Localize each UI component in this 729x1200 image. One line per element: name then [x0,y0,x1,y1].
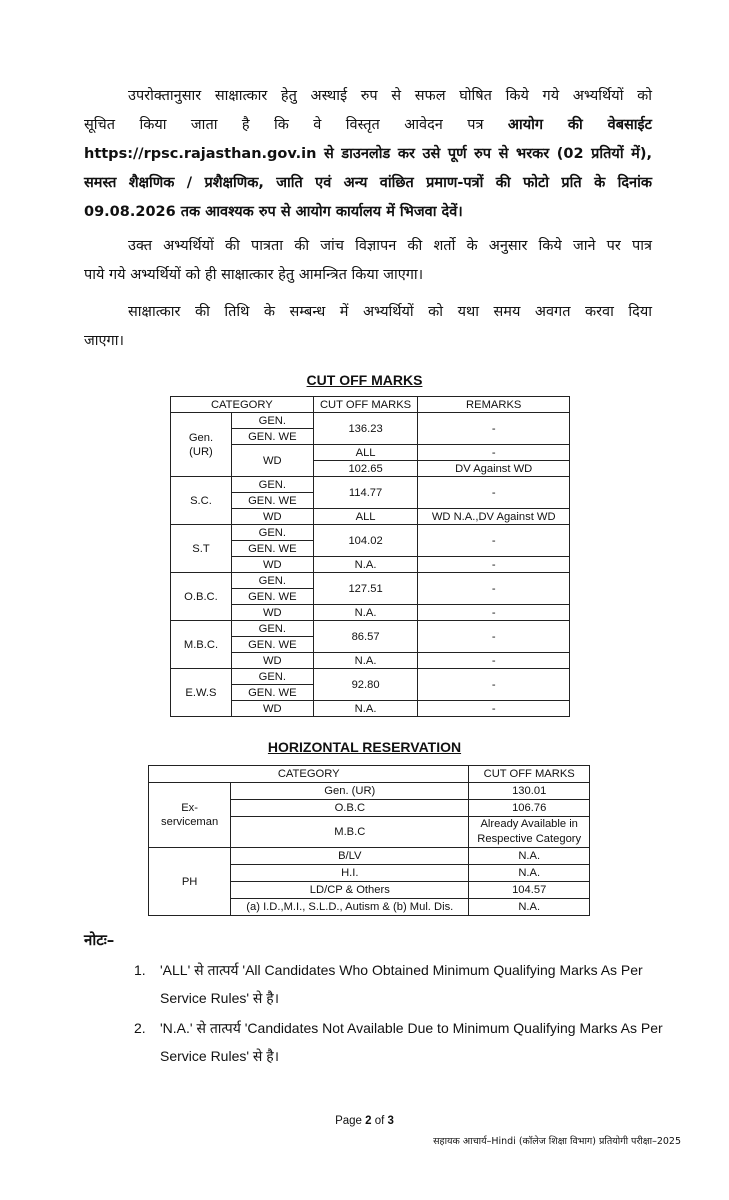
remark-cell: - [418,605,570,621]
table-row [149,848,590,865]
marks-cell: 92.80 [313,669,418,701]
para1-line3: https://rpsc.rajasthan.gov.in से डाउनलोड कर उसे पूर्ण रुप से भरकर (02 प्रतियों में), [84,146,652,162]
marks-cell: 130.01 [469,783,590,800]
category-name: O.B.C. [171,573,232,621]
remark-cell: WD N.A.,DV Against WD [418,509,570,525]
category-name: S.T [171,525,232,573]
subcategory: (a) I.D.,M.I., S.L.D., Autism & (b) Mul. Dis. [231,899,469,916]
subcategory: GEN. [231,477,313,493]
subcategory: LD/CP & Others [231,882,469,899]
subcategory: WD [231,557,313,573]
category-name: M.B.C. [171,621,232,669]
subcategory: M.B.C [231,817,469,848]
subcategory: GEN. WE [231,541,313,557]
remark-cell: - [418,557,570,573]
remark-cell: - [418,621,570,653]
cutoff-table [170,396,570,717]
subcategory: GEN. WE [231,493,313,509]
subcategory: Gen. (UR) [231,783,469,800]
table-row [171,669,570,685]
horizontal-reservation-table [148,765,590,916]
remark-cell: - [418,445,570,461]
intro-paragraph [84,82,652,227]
marks-cell: N.A. [313,653,418,669]
footer-exam-title: सहायक आचार्य–Hindi (कॉलेज शिक्षा विभाग) प्रतियोगी परीक्षा–2025 [433,1136,681,1147]
marks-cell: ALL [313,509,418,525]
marks-cell: 102.65 [313,461,418,477]
para1-line2: सूचित किया जाता है कि वे विस्तृत आवेदन पत्र आयोग की वेबसाईट [84,117,652,133]
subcategory: GEN. [231,669,313,685]
subcategory: O.B.C [231,800,469,817]
marks-cell: 86.57 [313,621,418,653]
marks-cell: Already Available in Respective Category [469,817,590,848]
category-name: S.C. [171,477,232,525]
remark-cell: - [418,413,570,445]
subcategory: WD [231,509,313,525]
cutoff-marks-header: CUT OFF MARKS [469,766,590,783]
remark-cell: - [418,525,570,557]
subcategory: GEN. WE [231,429,313,445]
horizontal-title: HORIZONTAL RESERVATION [267,739,462,755]
para1-line4: समस्त शैक्षणिक / प्रशैक्षणिक, जाति एवं अन्य वांछित प्रमाण-पत्रों की फोटो प्रति के दिनांक [84,175,652,191]
subcategory: GEN. [231,525,313,541]
remark-cell: DV Against WD [418,461,570,477]
remark-cell: - [418,701,570,717]
marks-cell: ALL [313,445,418,461]
subcategory: GEN. [231,621,313,637]
table-row [171,621,570,637]
note-text: 'ALL' से तात्पर्य 'All Candidates Who Obtained Minimum Qualifying Marks As Per Service Rules' से है। [160,962,643,1006]
marks-cell: 104.02 [313,525,418,557]
ex-serviceman-label: Ex-serviceman [149,783,231,848]
table-row [149,783,590,800]
category-name: Gen. (UR) [171,413,232,477]
subcategory: H.I. [231,865,469,882]
table-header-row [171,397,570,413]
remark-cell: - [418,573,570,605]
subcategory: GEN. WE [231,589,313,605]
note-number: 2. [134,1020,146,1036]
marks-cell: 127.51 [313,573,418,605]
marks-cell: 114.77 [313,477,418,509]
remark-cell: - [418,477,570,509]
para3-line2: जाएगा। [84,333,124,349]
eligibility-paragraph [84,232,652,290]
category-name: E.W.S [171,669,232,717]
note-number: 1. [134,962,146,978]
table-row [171,573,570,589]
marks-cell: N.A. [469,848,590,865]
table-row [171,413,570,429]
para1-line5: 09.08.2026 तक आवश्यक रुप से आयोग कार्यालय में भिजवा देवें। [84,204,463,220]
ph-label: PH [149,848,231,916]
interview-date-paragraph [84,298,652,356]
subcategory: GEN. [231,413,313,429]
subcategory: B/LV [231,848,469,865]
table-header-row [149,766,590,783]
note-text: 'N.A.' से तात्पर्य 'Candidates Not Available Due to Minimum Qualifying Marks As Per Service Rules' से है। [160,1020,663,1064]
marks-cell: 104.57 [469,882,590,899]
subcategory: GEN. [231,573,313,589]
subcategory: WD [231,605,313,621]
marks-cell: N.A. [313,701,418,717]
marks-cell: N.A. [469,865,590,882]
subcategory: GEN. WE [231,637,313,653]
marks-cell: N.A. [313,605,418,621]
subcategory: WD [231,653,313,669]
category-header: CATEGORY [171,397,314,413]
cutoff-title: CUT OFF MARKS [306,372,423,388]
remarks-header: REMARKS [418,397,570,413]
para2-line1: उक्त अभ्यर्थियों की पात्रता की जांच विज्ञापन की शर्तो के अनुसार किये जाने पर पात्र [128,238,652,254]
remark-cell: - [418,669,570,701]
notes-heading: नोटः– [84,931,115,949]
marks-cell: N.A. [313,557,418,573]
subcategory: WD [231,445,313,477]
table-row [171,525,570,541]
category-header: CATEGORY [149,766,469,783]
page-indicator: Page 2 of 3 [335,1115,394,1127]
marks-cell: 136.23 [313,413,418,445]
cutoff-marks-header: CUT OFF MARKS [313,397,418,413]
subcategory: GEN. WE [231,685,313,701]
para1-line1: उपरोक्तानुसार साक्षात्कार हेतु अस्थाई रुप से सफल घोषित किये गये अभ्यर्थियों को [128,88,652,104]
subcategory: WD [231,701,313,717]
marks-cell: N.A. [469,899,590,916]
para2-line2: पाये गये अभ्यर्थियों को ही साक्षात्कार हेतु आमन्त्रित किया जाएगा। [84,267,424,283]
para3-line1: साक्षात्कार की तिथि के सम्बन्ध में अभ्यर्थियों को यथा समय अवगत करवा दिया [128,304,652,320]
remark-cell: - [418,653,570,669]
marks-cell: 106.76 [469,800,590,817]
table-row [171,477,570,493]
